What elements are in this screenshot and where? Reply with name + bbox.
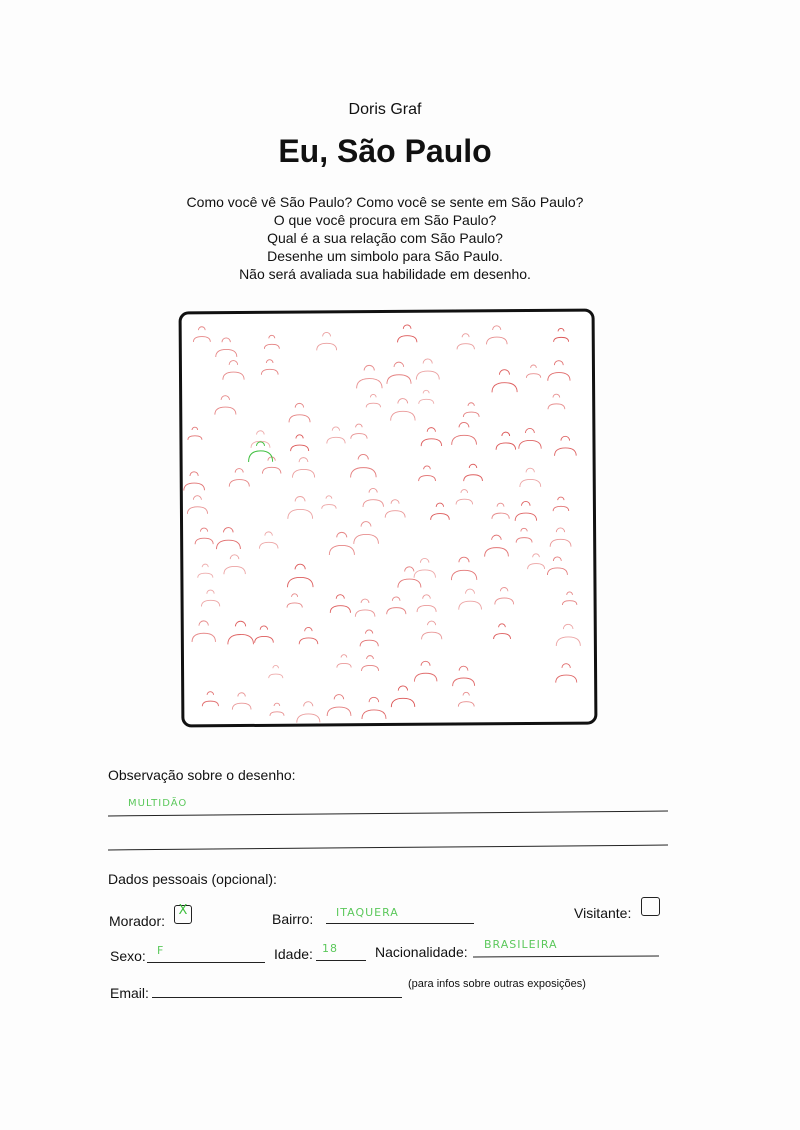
crowd-figure xyxy=(464,464,483,481)
crowd-figure xyxy=(329,532,354,555)
crowd-figure xyxy=(224,555,246,574)
crowd-figure xyxy=(387,597,406,614)
crowd-figure xyxy=(484,535,508,557)
crowd-figure xyxy=(255,626,274,643)
crowd-figure xyxy=(496,432,516,450)
crowd-figure xyxy=(391,398,416,420)
crowd-figure xyxy=(550,528,571,547)
crowd-figure xyxy=(414,661,437,681)
crowd-figure xyxy=(387,362,411,384)
crowd-figure xyxy=(193,327,210,342)
crowd-figure xyxy=(397,325,416,343)
personal-data-label: Dados pessoais (opcional): xyxy=(108,871,277,887)
crowd-figure xyxy=(548,361,570,381)
neighborhood-label: Bairro: xyxy=(272,911,314,927)
crowd-figure xyxy=(495,587,514,604)
crowd-figure xyxy=(414,558,436,577)
crowd-figure xyxy=(198,564,213,578)
crowd-figure xyxy=(327,694,351,716)
crowd-figure xyxy=(228,621,254,644)
drawing-area xyxy=(179,309,598,728)
crowd-figure xyxy=(195,528,213,544)
crowd-figure xyxy=(287,594,302,608)
crowd-figure xyxy=(232,693,251,710)
crowd-figure xyxy=(223,361,244,380)
crowd-figure xyxy=(391,686,415,707)
crowd-figure xyxy=(421,428,442,447)
crowd-figure xyxy=(360,630,378,646)
crowd-figure xyxy=(562,592,576,605)
crowd-figure xyxy=(264,335,279,349)
crowd-figure xyxy=(419,390,434,404)
resident-label: Morador: xyxy=(109,913,166,929)
crowd-figure xyxy=(492,503,509,519)
crowd-figure xyxy=(494,624,511,639)
observation-handwriting: MULTIDÃO xyxy=(128,798,188,809)
crowd-figure xyxy=(337,655,351,668)
author-name: Doris Graf xyxy=(348,101,422,118)
crowd-figure xyxy=(452,422,477,444)
crowd-figure xyxy=(317,332,337,350)
observation-line-1 xyxy=(108,811,668,817)
resident-checkbox[interactable] xyxy=(174,905,192,924)
crowd-figure xyxy=(421,621,441,639)
crowd-figure xyxy=(419,466,436,481)
email-line[interactable] xyxy=(152,997,402,998)
crowd-figure xyxy=(519,428,542,448)
crowd-figure xyxy=(548,394,565,409)
crowd-figure xyxy=(362,697,386,719)
crowd-figure xyxy=(431,503,450,520)
crowd-figure xyxy=(363,488,384,507)
crowd-figure xyxy=(330,595,350,613)
question-line: Desenhe um simbolo para São Paulo. xyxy=(267,248,503,264)
sex-line[interactable] xyxy=(147,962,265,963)
crowd-figure xyxy=(251,431,270,448)
crowd-figure xyxy=(520,468,541,487)
crowd-drawing xyxy=(182,312,598,728)
sex-label: Sexo: xyxy=(110,948,146,964)
crowd-figure xyxy=(459,589,482,610)
crowd-figure xyxy=(516,528,532,542)
crowd-figure xyxy=(322,496,336,509)
nationality-line[interactable] xyxy=(473,956,659,958)
crowd-figure xyxy=(398,567,421,588)
crowd-figure xyxy=(451,557,477,580)
crowd-figure xyxy=(556,624,580,646)
crowd-figure xyxy=(261,360,278,375)
crowd-figure xyxy=(417,595,436,612)
crowd-figure xyxy=(216,338,237,357)
crowd-figure xyxy=(188,427,202,440)
crowd-figure xyxy=(453,666,475,686)
visitor-label: Visitante: xyxy=(574,905,632,921)
crowd-figure xyxy=(366,394,380,407)
question-line: Não será avaliada sua habilidade em desenho. xyxy=(239,266,531,282)
crowd-figure xyxy=(291,435,309,451)
crowd-figure xyxy=(553,497,569,511)
crowd-figure xyxy=(351,424,367,439)
crowd-figure xyxy=(262,457,281,474)
crowd-figure xyxy=(270,703,284,716)
crowd-figure xyxy=(515,501,537,520)
question-list xyxy=(0,193,770,283)
crowd-figure xyxy=(547,557,567,575)
crowd-figure xyxy=(216,527,240,549)
email-note: (para infos sobre outras exposições) xyxy=(408,978,586,990)
question-line: O que você procura em São Paulo? xyxy=(273,212,497,228)
age-label: Idade: xyxy=(274,946,313,962)
crowd-figure xyxy=(187,496,207,514)
crowd-figure xyxy=(355,599,375,617)
nationality-handwriting: BRASILEIRA xyxy=(484,938,558,951)
crowd-figure xyxy=(486,326,507,345)
sex-handwriting: F xyxy=(157,944,165,957)
neighborhood-handwriting: ITAQUERA xyxy=(336,906,399,919)
crowd-figure xyxy=(350,454,376,477)
crowd-figure xyxy=(269,665,283,678)
visitor-checkbox[interactable] xyxy=(641,897,660,916)
question-line: Qual é a sua relação com São Paulo? xyxy=(267,230,503,246)
crowd-figure xyxy=(259,532,278,549)
crowd-figure xyxy=(492,370,517,393)
crowd-figure xyxy=(554,328,569,342)
age-line[interactable] xyxy=(316,960,366,961)
crowd-figure xyxy=(287,564,313,587)
crowd-figure xyxy=(463,403,479,417)
observation-label: Observação sobre o desenho: xyxy=(108,767,296,783)
crowd-figure xyxy=(361,656,378,671)
question-line: Como você vê São Paulo? Como você se sente em São Paulo? xyxy=(186,194,584,210)
crowd-figure xyxy=(554,436,576,456)
neighborhood-line[interactable] xyxy=(326,923,474,924)
crowd-figure xyxy=(299,627,318,644)
crowd-figure xyxy=(327,427,345,444)
form-title: Eu, São Paulo xyxy=(278,133,492,169)
observation-line-2 xyxy=(108,845,668,851)
crowd-figure xyxy=(354,522,379,544)
crowd-figure xyxy=(192,621,216,642)
crowd-figure xyxy=(229,468,249,486)
crowd-figure xyxy=(201,590,219,607)
crowd-figure xyxy=(289,403,310,422)
nationality-label: Nacionalidade: xyxy=(375,944,468,960)
crowd-figure xyxy=(288,496,313,518)
crowd-figure xyxy=(458,692,474,706)
crowd-figure xyxy=(457,334,474,350)
crowd-figure xyxy=(526,365,540,378)
crowd-figure xyxy=(356,365,382,388)
crowd-figure xyxy=(528,554,545,569)
crowd-figure xyxy=(297,702,320,723)
resident-check-mark: X xyxy=(178,903,188,918)
crowd-figure xyxy=(292,458,314,478)
email-label: Email: xyxy=(110,985,149,1001)
crowd-figure xyxy=(184,472,205,491)
crowd-figure xyxy=(385,500,405,518)
crowd-figure xyxy=(456,489,473,504)
crowd-figure xyxy=(416,359,439,380)
age-handwriting: 18 xyxy=(322,942,338,955)
crowd-figure xyxy=(215,396,236,415)
crowd-figure xyxy=(556,664,577,683)
crowd-figure xyxy=(202,692,218,707)
